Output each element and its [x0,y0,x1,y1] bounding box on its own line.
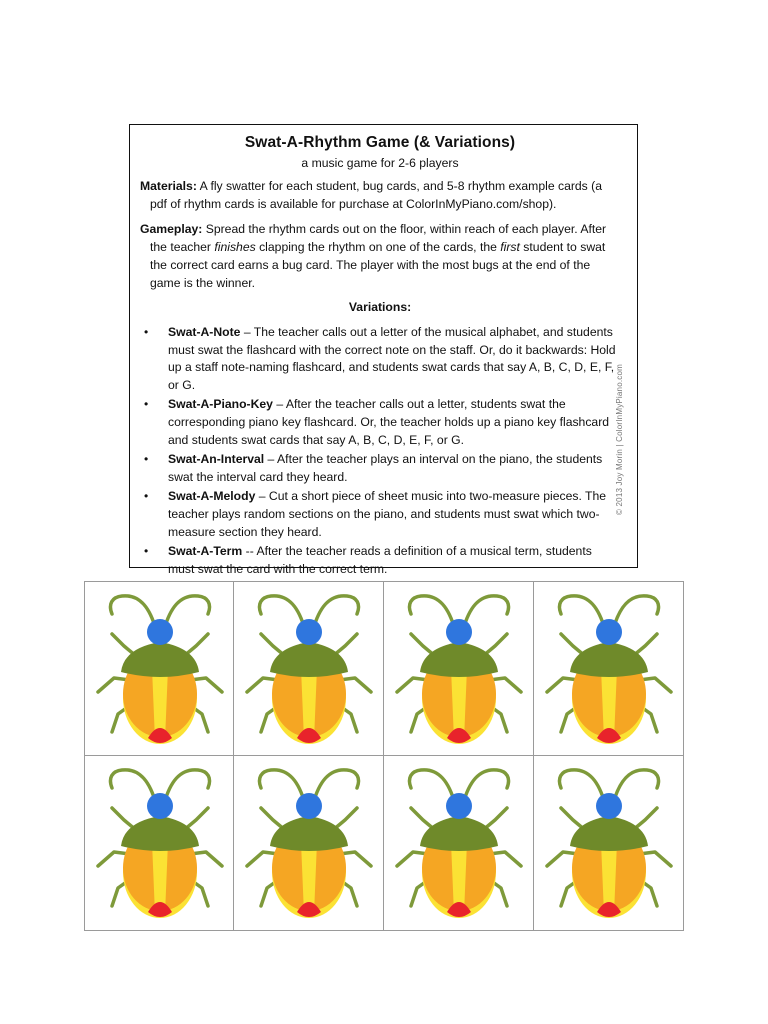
bug-card [384,581,534,756]
page-title: Swat-A-Rhythm Game (& Variations) [244,134,516,151]
variation-item [140,451,620,486]
variations-heading: Variations: [348,300,412,314]
variation-text: – Cut a short piece of sheet music into two-measure pieces. The teacher plays random sections on the piano, and students must swat which two-measure section they heard. [168,489,607,539]
bug-card [234,756,384,931]
gameplay-text-2: clapping the rhythm on one of the cards, the [255,240,501,254]
variation-name: Swat-A-Piano-Key [168,397,273,412]
variation-item [140,396,620,449]
variation-item [140,324,620,394]
page-subtitle: a music game for 2-6 players [301,156,459,170]
gameplay-first: first [500,240,520,254]
variation-name: Swat-An-Interval [168,452,265,467]
game-instructions-card [129,124,638,576]
gameplay-text-1: Spread the rhythm cards out on the floor, within reach of each player. After the teacher [150,222,607,254]
bug-card [534,756,684,931]
bullet-icon: • [144,544,149,559]
gameplay-text-3: student to swat the correct card earns a bug card. The player with the most bugs at the end of the game is the winner. [150,240,606,290]
variation-item [140,543,620,578]
bug-card [84,756,234,931]
materials-text: A fly swatter for each student, bug cards, and 5-8 rhythm example cards (a pdf of rhythm cards is available for purchase at ColorInMyPiano.com/shop). [150,179,603,211]
bullet-icon: • [144,452,149,467]
variation-text: – After the teacher plays an interval on the piano, the students swat the interval card they heard. [168,452,603,484]
bug-card [234,581,384,756]
bullet-icon: • [144,489,149,504]
variation-name: Swat-A-Term [168,544,243,559]
bug-card [84,581,234,756]
bug-card [534,581,684,756]
bullet-icon: • [144,325,149,339]
gameplay-paragraph [140,220,620,292]
variation-item [140,488,620,541]
variation-text: – After the teacher calls out a letter, students swat the corresponding piano key flashcard. Or, the teacher holds up a piano key flashcard and students swat cards that say A, B, C, D, E, F, or G. [168,397,610,447]
variation-name: Swat-A-Note [168,325,241,339]
variation-text: -- After the teacher reads a definition of a musical term, students must swat the card with the correct term. [168,544,592,576]
bug-card-grid [84,581,684,931]
copyright-note: © 2013 Joy Morin | ColorInMyPiano.com [615,364,624,515]
gameplay-label: Gameplay: [140,222,203,236]
materials-label: Materials: [140,179,197,193]
gameplay-finishes: finishes [214,240,256,254]
variation-text: – The teacher calls out a letter of the musical alphabet, and students must swat the flashcard with the correct note on the staff. Or, do it backwards: Hold up a staff note-naming flashcard, and students swat cards that say A, B, C, D, E, F, or G. [168,325,616,392]
materials-paragraph [140,177,620,213]
bug-card [384,756,534,931]
bullet-icon: • [144,397,149,412]
variations-list [140,324,620,578]
variation-name: Swat-A-Melody [168,489,256,504]
